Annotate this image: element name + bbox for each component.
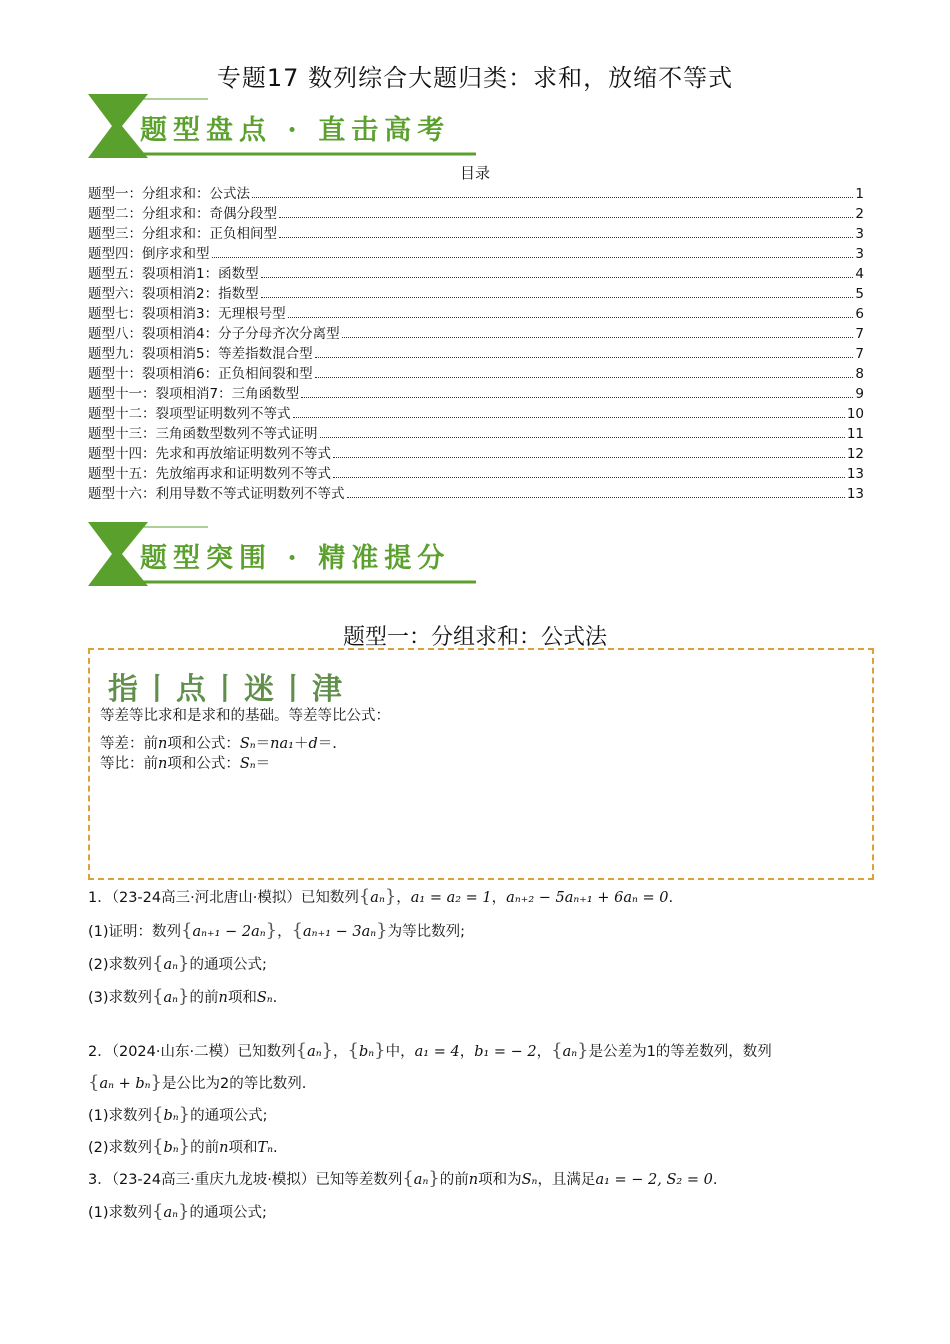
toc-item[interactable]: [88, 422, 864, 442]
banner-mid-text: 题型突围 · 精准提分: [140, 543, 451, 574]
toc-item-page: 12: [846, 446, 864, 462]
question-1-part-1: (1)证明：数列{aₙ₊₁ − 2aₙ}，{aₙ₊₁ − 3aₙ}为等比数列;: [88, 920, 465, 941]
toc-item-label: 题型十二：裂项型证明数列不等式: [88, 406, 291, 422]
question-2-stem: 2．（2024·山东·二模）已知数列{aₙ}，{bₙ}中，a₁ = 4，b₁ = − 2，{aₙ}是公差为1的等差数列，数列: [88, 1040, 772, 1061]
toc-item-page: 11: [846, 426, 864, 442]
question-1-stem: 1．（23-24高三·河北唐山·模拟）已知数列{aₙ}，a₁ = a₂ = 1，aₙ₊₂ − 5aₙ₊₁ + 6aₙ = 0.: [88, 886, 674, 907]
toc-item-label: 题型十四：先求和再放缩证明数列不等式: [88, 446, 331, 462]
toc-item-page: 6: [855, 306, 864, 322]
toc-leader-dots: [342, 337, 854, 338]
question-1-part-3: (3)求数列{aₙ}的前n项和Sₙ.: [88, 986, 278, 1007]
toc-item-page: 4: [855, 266, 864, 282]
toc-leader-dots: [293, 417, 845, 418]
toc-item[interactable]: [88, 282, 864, 302]
tip-line-3: 等比：前n项和公式：Sₙ＝: [100, 756, 271, 772]
toc-item-label: 题型十五：先放缩再求和证明数列不等式: [88, 466, 331, 482]
toc-item-page: 7: [855, 346, 864, 362]
toc-leader-dots: [315, 377, 854, 378]
toc-leader-dots: [333, 457, 845, 458]
toc-item-page: 13: [846, 486, 864, 502]
banner-mid: [88, 522, 478, 586]
banner-top: [88, 94, 478, 158]
toc-item-label: 题型十一：裂项相消7：三角函数型: [88, 386, 300, 402]
toc-item-label: 题型六：裂项相消2：指数型: [88, 286, 259, 302]
toc-item-label: 题型十六：利用导数不等式证明数列不等式: [88, 486, 345, 502]
page-title: 专题17 数列综合大题归类：求和，放缩不等式: [216, 64, 734, 92]
toc-item[interactable]: [88, 402, 864, 422]
toc-item-label: 题型五：裂项相消1：函数型: [88, 266, 259, 282]
toc-item-label: 题型二：分组求和：奇偶分段型: [88, 206, 277, 222]
toc-leader-dots: [212, 257, 854, 258]
tip-line-1: 等差等比求和是求和的基础。等差等比公式：: [100, 708, 390, 724]
toc-item[interactable]: [88, 442, 864, 462]
toc-item[interactable]: [88, 182, 864, 202]
toc-item-label: 题型八：裂项相消4：分子分母齐次分离型: [88, 326, 340, 342]
toc-leader-dots: [252, 197, 853, 198]
question-2-part-2: (2)求数列{bₙ}的前n项和Tₙ.: [88, 1136, 278, 1157]
toc-item[interactable]: [88, 302, 864, 322]
toc-item-label: 题型七：裂项相消3：无理根号型: [88, 306, 286, 322]
toc-item-page: 2: [855, 206, 864, 222]
toc-item-label: 题型三：分组求和：正负相间型: [88, 226, 277, 242]
tip-box: [88, 648, 874, 880]
toc-item[interactable]: [88, 342, 864, 362]
toc-item-page: 7: [855, 326, 864, 342]
toc-leader-dots: [279, 217, 853, 218]
tip-line-2: 等差：前n项和公式：Sₙ＝na₁＋d＝.: [100, 736, 337, 752]
toc-item-page: 8: [855, 366, 864, 382]
toc-item[interactable]: [88, 222, 864, 242]
banner-top-text: 题型盘点 · 直击高考: [140, 115, 451, 146]
toc-item-page: 9: [855, 386, 864, 402]
toc-item-page: 13: [846, 466, 864, 482]
toc-item-label: 题型九：裂项相消5：等差指数混合型: [88, 346, 313, 362]
question-1-part-2: (2)求数列{aₙ}的通项公式;: [88, 953, 267, 974]
toc-item-label: 题型四：倒序求和型: [88, 246, 210, 262]
toc-leader-dots: [333, 477, 845, 478]
toc-item[interactable]: [88, 242, 864, 262]
toc-heading: 目录: [459, 164, 490, 182]
toc-item[interactable]: [88, 482, 864, 502]
toc-list: [88, 182, 864, 502]
toc-leader-dots: [347, 497, 845, 498]
toc-item[interactable]: [88, 362, 864, 382]
question-2-part-1: (1)求数列{bₙ}的通项公式;: [88, 1104, 268, 1125]
toc-leader-dots: [315, 357, 854, 358]
toc-leader-dots: [279, 237, 853, 238]
toc-item-page: 5: [855, 286, 864, 302]
toc-item-page: 1: [855, 186, 864, 202]
toc-item[interactable]: [88, 462, 864, 482]
toc-item-label: 题型十三：三角函数型数列不等式证明: [88, 426, 318, 442]
toc-leader-dots: [261, 297, 854, 298]
toc-item-page: 3: [855, 226, 864, 242]
toc-leader-dots: [261, 277, 854, 278]
question-3-stem: 3．（23-24高三·重庆九龙坡·模拟）已知等差数列{aₙ}的前n项和为Sₙ，且满足a₁ = − 2, S₂ = 0.: [88, 1168, 718, 1189]
toc-item-label: 题型十：裂项相消6：正负相间裂和型: [88, 366, 313, 382]
toc-leader-dots: [320, 437, 845, 438]
toc-item-page: 3: [855, 246, 864, 262]
toc-leader-dots: [288, 317, 854, 318]
toc-item[interactable]: [88, 262, 864, 282]
toc-item-label: 题型一：分组求和：公式法: [88, 186, 250, 202]
toc-item[interactable]: [88, 202, 864, 222]
question-2-stem-cont: {aₙ + bₙ}是公比为2的等比数列.: [88, 1072, 307, 1093]
toc-item[interactable]: [88, 322, 864, 342]
toc-leader-dots: [301, 397, 853, 398]
toc-item-page: 10: [846, 406, 864, 422]
tip-heading: 指丨点丨迷丨津: [108, 672, 346, 707]
section-title: 题型一：分组求和：公式法: [342, 625, 607, 650]
toc-item[interactable]: [88, 382, 864, 402]
question-3-part-1: (1)求数列{aₙ}的通项公式;: [88, 1201, 267, 1222]
